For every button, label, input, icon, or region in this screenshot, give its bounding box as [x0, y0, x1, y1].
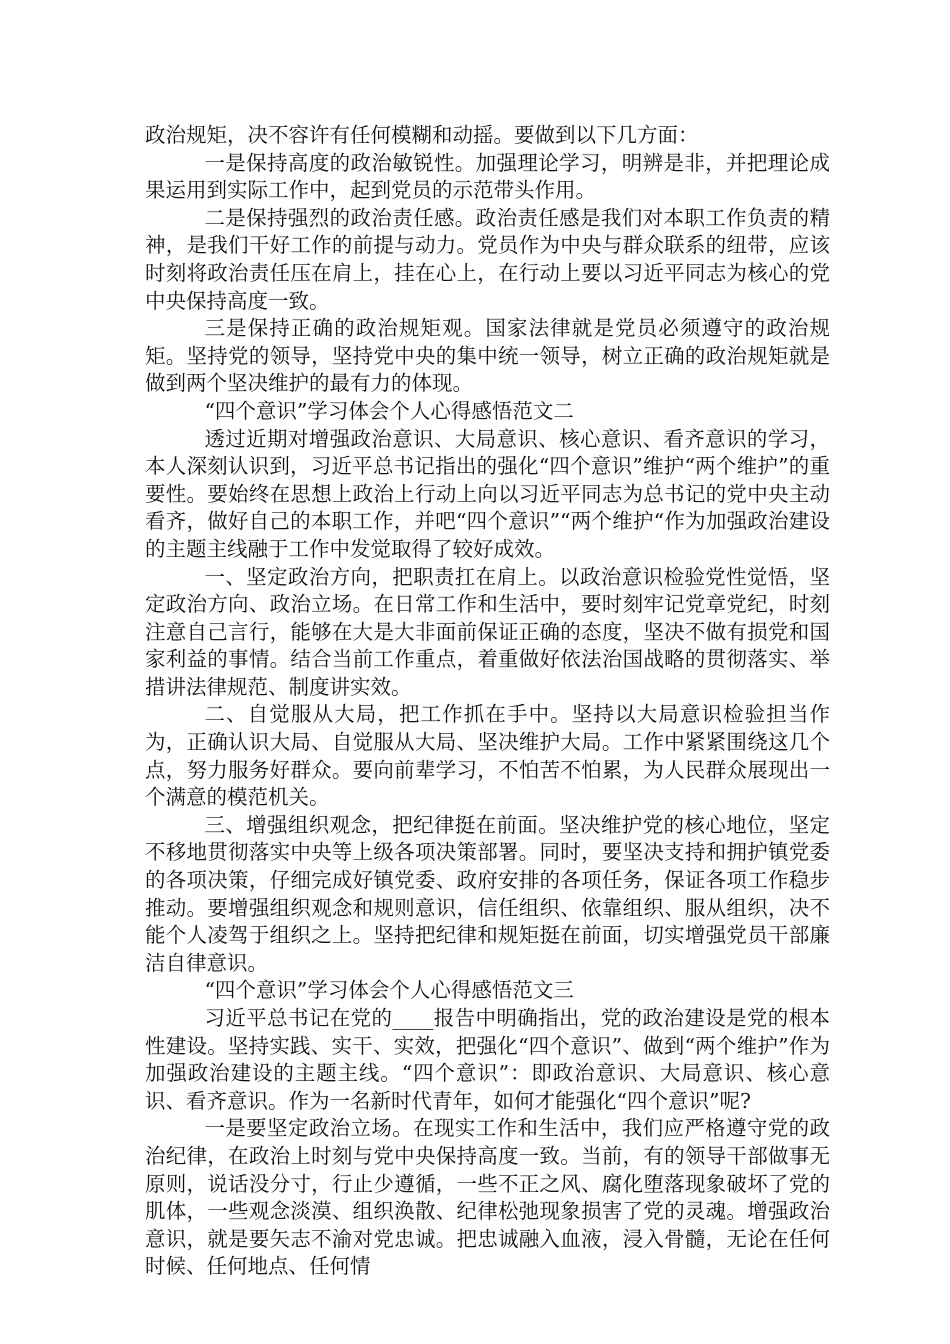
- document-body: [145, 122, 830, 1281]
- paragraph-point-one: 一是保持高度的政治敏锐性。加强理论学习，明辨是非，并把理论成果运用到实际工作中，起到党员的示范带头作用。: [145, 150, 830, 203]
- paragraph-continuation: 政治规矩，决不容许有任何模糊和动摇。要做到以下几方面：: [145, 123, 699, 147]
- section-heading-two: “四个意识”学习体会个人心得感悟范文二: [204, 398, 574, 423]
- paragraph-item-one: 一、坚定政治方向，把职责扛在肩上。以政治意识检验党性觉悟，坚定政治方向、政治立场。在日常工作和生活中，要时刻牢记党章党纪，时刻注意自己言行，能够在大是大非面前保证正确的态度，坚决不做有损党和国家利益的事情。结合当前工作重点，着重做好依法治国战略的贯彻落实、举措讲法律规范、制度讲实效。: [145, 564, 830, 699]
- paragraph-point-three: 三是保持正确的政治规矩观。国家法律就是党员必须遵守的政治规矩。坚持党的领导，坚持党中央的集中统一领导，树立正确的政治规矩就是做到两个坚决维护的最有力的体现。: [145, 316, 830, 396]
- paragraph-intro-two: 透过近期对增强政治意识、大局意识、核心意识、看齐意识的学习，本人深刻认识到，习近平总书记指出的强化“四个意识”维护“两个维护”的重要性。要始终在思想上政治上行动上向以习近平同志为总书记的党中央主动看齐，做好自己的本职工作，并吧“四个意识”“两个维护“作为加强政治建设的主题主线融于工作中发觉取得了较好成效。: [145, 426, 830, 561]
- paragraph-first-point: 一是要坚定政治立场。在现实工作和生活中，我们应严格遵守党的政治纪律，在政治上时刻与党中央保持高度一致。当前，有的领导干部做事无原则，说话没分寸，行止少遵循，一些不正之风、腐化堕落现象破坏了党的肌体，一些观念淡漠、组织涣散、纪律松弛现象损害了党的灵魂。增强政治意识，就是要矢志不渝对党忠诚。把忠诚融入血液，浸入骨髓，无论在任何时候、任何地点、任何情: [145, 1116, 830, 1279]
- paragraph-item-three: 三、增强组织观念，把纪律挺在前面。坚决维护党的核心地位，坚定不移地贯彻落实中央等上级各项决策部署。同时，要坚决支持和拥护镇党委的各项决策，仔细完成好镇党委、政府安排的各项任务，保证各项工作稳步推动。要增强组织观念和规则意识，信任组织、依靠组织、服从组织，决不能个人凌驾于组织之上。坚持把纪律和规矩挺在前面，切实增强党员干部廉洁自律意识。: [145, 812, 830, 975]
- paragraph-point-two: 二是保持强烈的政治责任感。政治责任感是我们对本职工作负责的精神，是我们干好工作的前提与动力。党员作为中央与群众联系的纽带，应该时刻将政治责任压在肩上，挂在心上，在行动上要以习近平同志为核心的党中央保持高度一致。: [145, 205, 830, 313]
- paragraph-item-two: 二、自觉服从大局，把工作抓在手中。坚持以大局意识检验担当作为，正确认识大局、自觉服从大局、坚决维护大局。工作中紧紧围绕这几个点，努力服务好群众。要向前辈学习，不怕苦不怕累，为人民群众展现出一个满意的模范机关。: [145, 702, 830, 810]
- paragraph-intro-three: 习近平总书记在党的____报告中明确指出，党的政治建设是党的根本性建设。坚持实践、实干、实效，把强化“四个意识”、做到“两个维护”作为加强政治建设的主题主线。“四个意识”：即政治意识、大局意识、核心意识、看齐意识。作为一名新时代青年，如何才能强化“四个意识”呢?: [145, 1006, 830, 1113]
- section-heading-three: “四个意识”学习体会个人心得感悟范文三: [204, 978, 574, 1003]
